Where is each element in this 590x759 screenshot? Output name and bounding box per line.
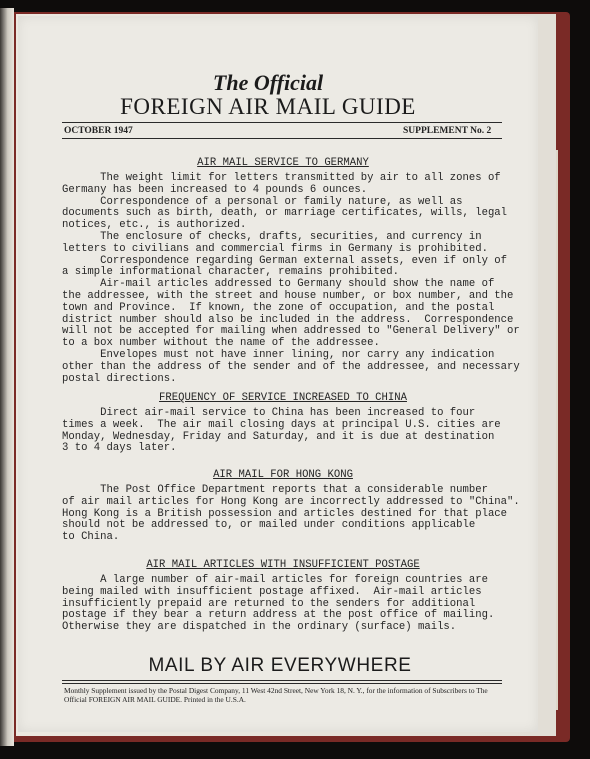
issue-date: OCTOBER 1947 bbox=[64, 126, 133, 136]
section-heading-germany: AIR MAIL SERVICE TO GERMANY bbox=[197, 157, 369, 169]
section-body-postage: A large number of air-mail articles for foreign countries are being mailed with insufficient postage affixed. Air-mail articles insufficiently prepaid are returned to the senders for additional postage if they bear a return address at the post office of mailing. Otherwise they are dispatched in the ordinary (surface) mails. bbox=[62, 574, 495, 634]
masthead-title: FOREIGN AIR MAIL GUIDE bbox=[120, 94, 416, 119]
document-page bbox=[18, 16, 538, 732]
header-rule-bottom bbox=[62, 138, 502, 139]
masthead-script: The Official bbox=[212, 70, 324, 95]
supplement-number: SUPPLEMENT No. 2 bbox=[403, 126, 492, 136]
section-body-china: Direct air-mail service to China has been increased to four times a week. The air mail closing days at principal U.S. cities are Monday, Wednesday, Friday and Saturday, and it is due at destination 3 to 4 days later. bbox=[62, 407, 501, 455]
header-rule-top bbox=[62, 122, 502, 123]
slogan: MAIL BY AIR EVERYWHERE bbox=[148, 655, 412, 676]
section-body-hong-kong: The Post Office Department reports that a considerable number of air mail articles for Hong Kong are incorrectly addressed to "China". Hong Kong is a British possession and articles destined for that place should not be addressed to, or mailed under conditions applicable to China. bbox=[62, 484, 520, 544]
section-heading-postage: AIR MAIL ARTICLES WITH INSUFFICIENT POSTAGE bbox=[146, 559, 420, 571]
section-heading-china: FREQUENCY OF SERVICE INCREASED TO CHINA bbox=[159, 392, 407, 404]
section-body-germany: The weight limit for letters transmitted by air to all zones of Germany has been increased to 4 pounds 6 ounces. Correspondence of a personal or family nature, as well as documents such as birth, death, or marriage certificates, wills, legal notices, etc., is authorized. The enclosure of checks, drafts, securities, and currency in letters to civilians and commercial firms in Germany is prohibited. Correspondence regarding German external assets, even if only of a simple informational character, remains prohibited. Air-mail articles addressed to Germany should show the name of the addressee, with the street and house number, or box number, and the town and Province. If known, the zone of occupation, and the postal district number should also be included in the address. Correspondence will not be accepted for mailing when addressed to "General Delivery" or to a box number without the name of the addressee. Envelopes must not have inner lining, nor carry any indication other than the address of the sender and of the addressee, and necessary postal directions. bbox=[62, 172, 520, 385]
footer-note: Monthly Supplement issued by the Postal Digest Company, 11 West 42nd Street, New York 18, N. Y., for the information of Subscribers to The Official FOREIGN AIR MAIL GUIDE. Printed in the U.S.A. bbox=[64, 686, 488, 704]
section-heading-hong-kong: AIR MAIL FOR HONG KONG bbox=[213, 469, 353, 481]
footer-rule-1 bbox=[62, 680, 502, 681]
footer-rule-2 bbox=[62, 683, 502, 684]
